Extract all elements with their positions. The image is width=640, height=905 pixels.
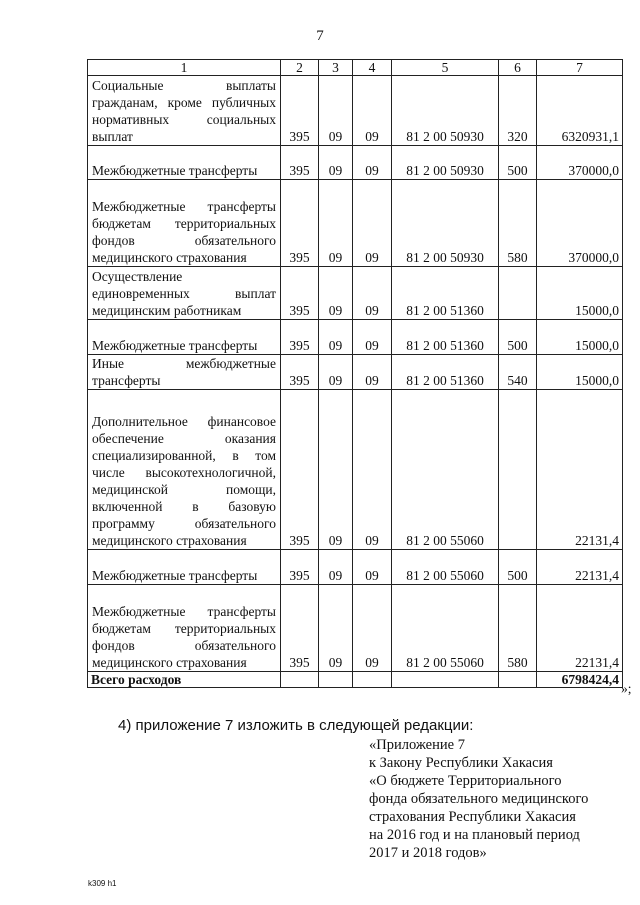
row-code-c2: 395 (281, 320, 319, 355)
total-empty-cell (499, 672, 537, 688)
row-code-c6 (499, 390, 537, 550)
row-amount: 370000,0 (537, 180, 623, 267)
page-number: 7 (316, 28, 324, 44)
table-row (88, 390, 623, 550)
header-cell: 3 (319, 60, 353, 76)
row-code-c3: 09 (319, 550, 353, 585)
row-code-c4: 09 (353, 180, 392, 267)
table-row (88, 76, 623, 146)
total-empty-cell (319, 672, 353, 688)
row-code-c3: 09 (319, 267, 353, 320)
header-cell: 5 (392, 60, 499, 76)
row-name: Межбюджетные трансферты (88, 320, 281, 355)
total-empty-cell (392, 672, 499, 688)
row-code-c2: 395 (281, 267, 319, 320)
table-row (88, 585, 623, 672)
row-code-c2: 395 (281, 355, 319, 390)
document-code: k309 h1 (88, 879, 117, 888)
table-row (88, 146, 623, 180)
appendix-line: к Закону Республики Хакасия (369, 755, 553, 771)
total-value: 6798424,4 (537, 672, 623, 688)
row-code-c6: 500 (499, 320, 537, 355)
total-row (88, 672, 623, 688)
total-empty-cell (281, 672, 319, 688)
row-code-c5: 81 2 00 50930 (392, 180, 499, 267)
row-code-c2: 395 (281, 76, 319, 146)
row-code-c3: 09 (319, 355, 353, 390)
row-name: Межбюджетные трансферты (88, 550, 281, 585)
row-amount: 15000,0 (537, 355, 623, 390)
table-row (88, 180, 623, 267)
row-name: Осуществление единовременных выплат медицинским работникам (88, 267, 281, 320)
row-name: Межбюджетные трансферты (88, 146, 281, 180)
row-code-c3: 09 (319, 180, 353, 267)
row-amount: 15000,0 (537, 320, 623, 355)
row-amount: 6320931,1 (537, 76, 623, 146)
row-name: Межбюджетные трансферты бюджетам территориальных фондов обязательного медицинского страхования (88, 585, 281, 672)
header-cell: 4 (353, 60, 392, 76)
appendix-line: «Приложение 7 (369, 737, 465, 753)
row-code-c5: 81 2 00 51360 (392, 267, 499, 320)
total-empty-cell (353, 672, 392, 688)
appendix-line: фонда обязательного медицинского (369, 791, 589, 807)
row-code-c5: 81 2 00 55060 (392, 585, 499, 672)
row-code-c6: 580 (499, 180, 537, 267)
table-header-row (88, 60, 623, 76)
table-closing-mark: »; (621, 681, 632, 696)
row-code-c6: 540 (499, 355, 537, 390)
row-code-c2: 395 (281, 180, 319, 267)
row-code-c4: 09 (353, 585, 392, 672)
row-name: Иные межбюджетные трансферты (88, 355, 281, 390)
row-code-c4: 09 (353, 320, 392, 355)
row-code-c6: 500 (499, 550, 537, 585)
row-amount: 15000,0 (537, 267, 623, 320)
appendix-line: «О бюджете Территориального (369, 773, 562, 789)
header-cell: 6 (499, 60, 537, 76)
table-row (88, 355, 623, 390)
row-code-c6: 580 (499, 585, 537, 672)
header-cell: 7 (537, 60, 623, 76)
row-code-c4: 09 (353, 146, 392, 180)
header-cell: 2 (281, 60, 319, 76)
row-code-c5: 81 2 00 50930 (392, 146, 499, 180)
row-name: Межбюджетные трансферты бюджетам территориальных фондов обязательного медицинского страхования (88, 180, 281, 267)
row-code-c4: 09 (353, 550, 392, 585)
table-row (88, 320, 623, 355)
amendment-instruction: 4) приложение 7 изложить в следующей редакции: (118, 717, 474, 734)
table-row (88, 550, 623, 585)
appendix-line: 2017 и 2018 годов» (369, 845, 487, 861)
row-code-c5: 81 2 00 51360 (392, 355, 499, 390)
row-code-c3: 09 (319, 76, 353, 146)
row-code-c2: 395 (281, 585, 319, 672)
row-code-c6: 500 (499, 146, 537, 180)
row-code-c4: 09 (353, 390, 392, 550)
row-code-c5: 81 2 00 50930 (392, 76, 499, 146)
row-code-c4: 09 (353, 355, 392, 390)
appendix-line: страхования Республики Хакасия (369, 809, 576, 825)
row-code-c5: 81 2 00 55060 (392, 550, 499, 585)
row-name: Дополнительное финансовое обеспечение оказания специализированной, в том числе высокотехнологичной, медицинской помощи, включенной в базовую программу обязательного медицинского страхования (88, 390, 281, 550)
row-code-c2: 395 (281, 390, 319, 550)
row-name: Социальные выплаты гражданам, кроме публичных нормативных социальных выплат (88, 76, 281, 146)
row-code-c6: 320 (499, 76, 537, 146)
header-cell: 1 (88, 60, 281, 76)
row-code-c5: 81 2 00 51360 (392, 320, 499, 355)
row-code-c2: 395 (281, 550, 319, 585)
row-amount: 22131,4 (537, 390, 623, 550)
row-code-c3: 09 (319, 146, 353, 180)
row-code-c3: 09 (319, 320, 353, 355)
row-amount: 370000,0 (537, 146, 623, 180)
row-code-c2: 395 (281, 146, 319, 180)
row-code-c3: 09 (319, 390, 353, 550)
appendix-heading (369, 736, 588, 862)
appendix-line: на 2016 год и на плановый период (369, 827, 580, 843)
row-code-c5: 81 2 00 55060 (392, 390, 499, 550)
total-label: Всего расходов (88, 672, 281, 688)
row-amount: 22131,4 (537, 550, 623, 585)
row-code-c4: 09 (353, 267, 392, 320)
row-code-c4: 09 (353, 76, 392, 146)
row-code-c6 (499, 267, 537, 320)
row-amount: 22131,4 (537, 585, 623, 672)
table-row (88, 267, 623, 320)
row-code-c3: 09 (319, 585, 353, 672)
budget-table (87, 59, 623, 688)
